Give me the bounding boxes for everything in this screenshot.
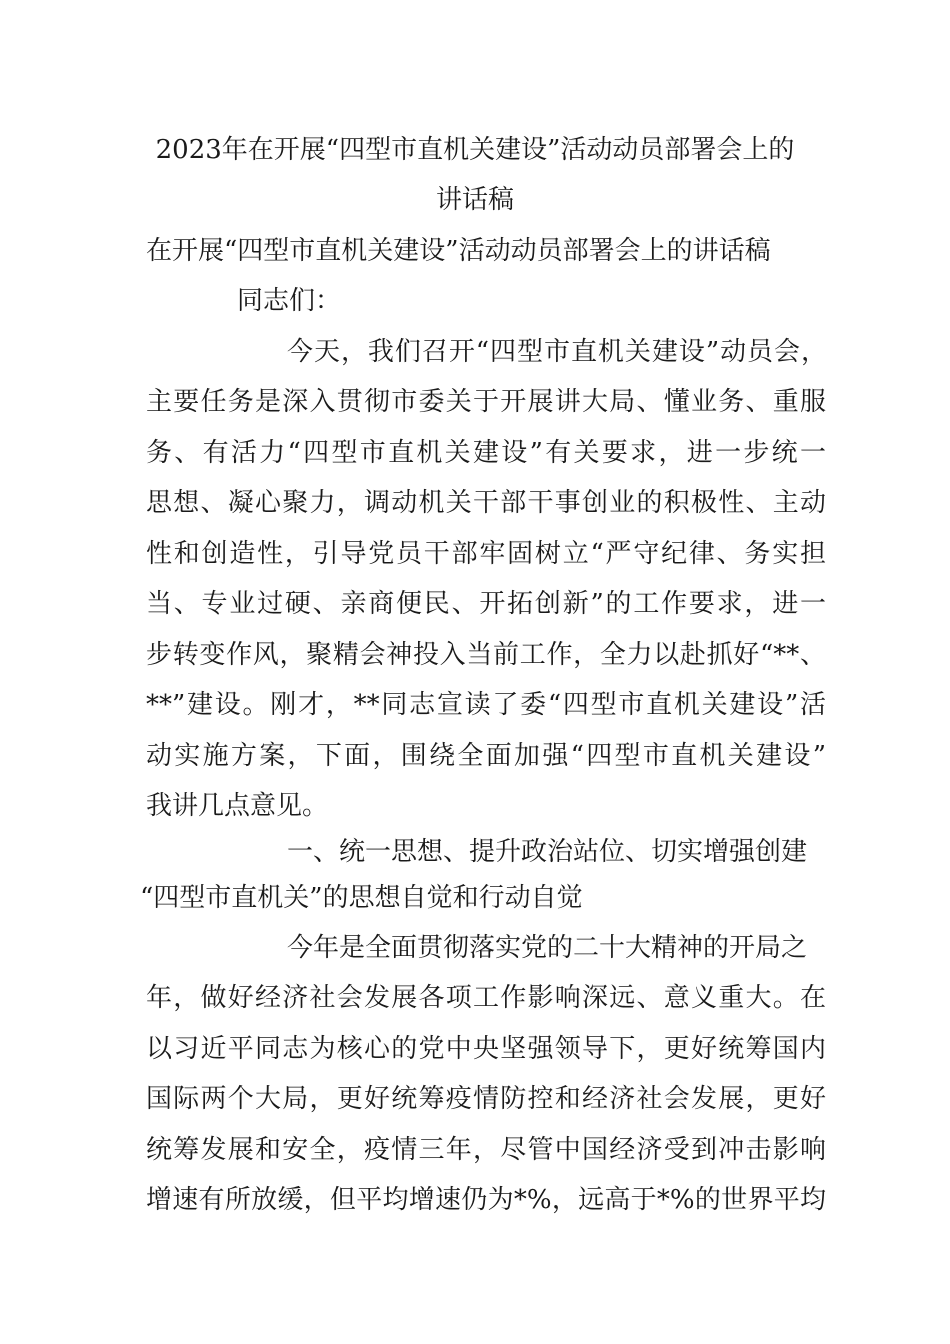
paragraph-1-line-1: 今天，我们召开“四型市直机关建设”动员会， [287,337,827,367]
section-heading-1-line-1: 一、统一思想、提升政治站位、切实增强创建 [287,837,808,867]
paragraph-2-line-5: 统筹发展和安全，疫情三年，尽管中国经济受到冲击影响 [146,1135,826,1165]
paragraph-1-line-4: 思想、凝心聚力，调动机关干部干事创业的积极性、主动 [146,488,826,518]
paragraph-1-line-3: 务、有活力“四型市直机关建设”有关要求，进一步统一 [146,438,826,468]
document-subtitle: 在开展“四型市直机关建设”活动动员部署会上的讲话稿 [146,236,771,266]
paragraph-1-line-10: 我讲几点意见。 [146,791,329,821]
paragraph-2-line-4: 国际两个大局，更好统筹疫情防控和经济社会发展，更好 [146,1084,826,1114]
paragraph-2-line-1: 今年是全面贯彻落实党的二十大精神的开局之 [287,933,808,963]
paragraph-1-line-6: 当、专业过硬、亲商便民、开拓创新”的工作要求，进一 [146,589,826,619]
salutation: 同志们： [237,286,342,316]
paragraph-1-line-2: 主要任务是深入贯彻市委关于开展讲大局、懂业务、重服 [146,387,826,417]
paragraph-2-line-2: 年，做好经济社会发展各项工作影响深远、意义重大。在 [146,983,826,1013]
section-heading-1-line-2: “四型市直机关”的思想自觉和行动自觉 [140,883,583,913]
paragraph-1-line-9: 动实施方案，下面，围绕全面加强“四型市直机关建设” [146,741,826,771]
paragraph-2-line-3: 以习近平同志为核心的党中央坚强领导下，更好统筹国内 [146,1034,826,1064]
paragraph-1-line-5: 性和创造性，引导党员干部牢固树立“严守纪律、务实担 [146,539,826,569]
paragraph-1-line-7: 步转变作风，聚精会神投入当前工作，全力以赴抓好“**、 [146,640,826,670]
paragraph-2-line-6: 增速有所放缓，但平均增速仍为*%，远高于*%的世界平均 [146,1185,826,1215]
paragraph-1-line-8: **”建设。刚才，**同志宣读了委“四型市直机关建设”活 [146,690,826,720]
document-title-line-2: 讲话稿 [435,185,514,215]
document-title-line-1: 2023年在开展“四型市直机关建设”活动动员部署会上的 [155,135,795,165]
